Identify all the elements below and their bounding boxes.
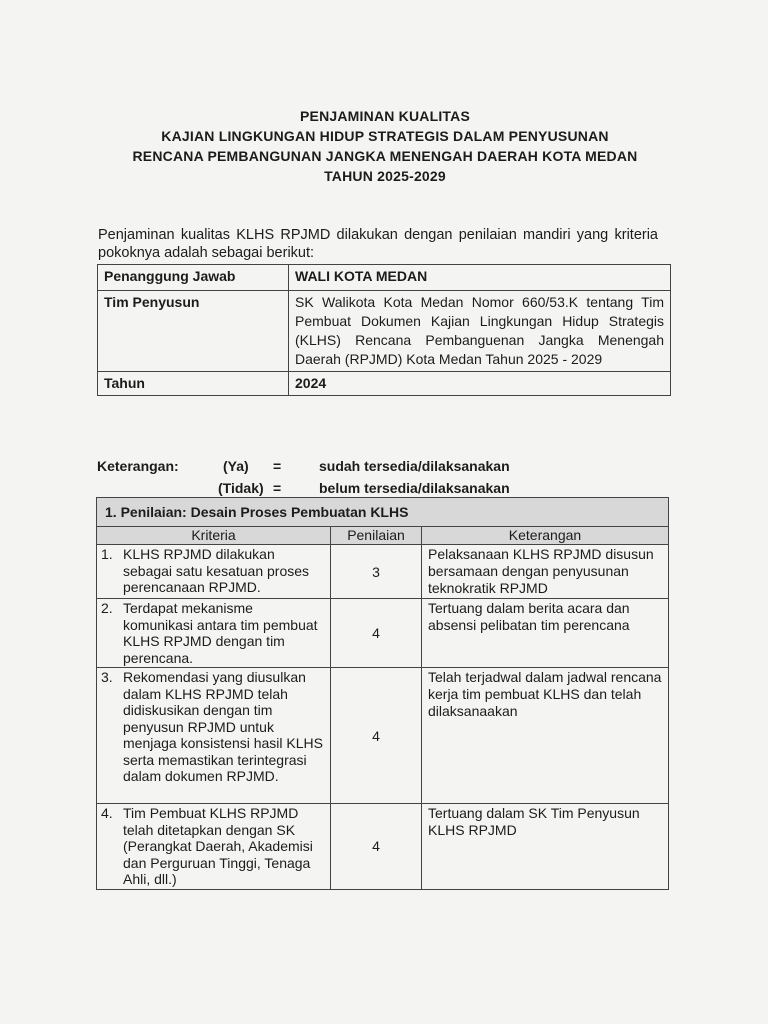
legend — [97, 455, 577, 499]
legend-row — [97, 477, 577, 499]
assessment-table — [96, 497, 669, 890]
title-line-4: TAHUN 2025-2029 — [324, 168, 446, 184]
document-title — [100, 106, 670, 186]
criteria-number: 4. — [101, 805, 113, 821]
row-key: Tim Penyusun — [98, 291, 289, 372]
column-header: Kriteria — [97, 527, 331, 545]
table-row — [97, 599, 669, 668]
note-cell: Tertuang dalam SK Tim Penyusun KLHS RPJMD — [422, 804, 669, 890]
criteria-cell — [97, 668, 331, 804]
note-cell: Pelaksanaan KLHS RPJMD disusun bersamaan dengan penyusunan teknokratik RPJMD — [422, 545, 669, 599]
row-value: WALI KOTA MEDAN — [289, 265, 671, 291]
note-cell: Tertuang dalam berita acara dan absensi pelibatan tim perencana — [422, 599, 669, 668]
criteria-text: Terdapat mekanisme komunikasi antara tim pembuat KLHS RPJMD dengan tim perencana. — [123, 600, 318, 666]
row-key: Penanggung Jawab — [98, 265, 289, 291]
note-cell: Telah terjadwal dalam jadwal rencana kerja tim pembuat KLHS dan telah dilaksanaakan — [422, 668, 669, 804]
legend-code: (Ya) — [223, 458, 249, 474]
section-header-row — [97, 498, 669, 527]
score-cell: 3 — [331, 545, 422, 599]
legend-equals: = — [273, 458, 282, 474]
title-line-1: PENJAMINAN KUALITAS — [300, 108, 470, 124]
title-line-3: RENCANA PEMBANGUNAN JANGKA MENENGAH DAERAH KOTA MEDAN — [132, 148, 638, 164]
criteria-cell — [97, 599, 331, 668]
table-row — [98, 265, 671, 291]
row-key: Tahun — [98, 372, 289, 396]
legend-description: belum tersedia/dilaksanakan — [319, 480, 510, 496]
criteria-number: 2. — [101, 600, 113, 616]
legend-code: (Tidak) — [218, 480, 264, 496]
table-row — [97, 804, 669, 890]
table-row — [98, 291, 671, 372]
column-header: Keterangan — [422, 527, 669, 545]
criteria-cell — [97, 804, 331, 890]
row-value: 2024 — [289, 372, 671, 396]
table-row — [97, 668, 669, 804]
row-value: SK Walikota Kota Medan Nomor 660/53.K tentang Tim Pembuat Dokumen Kajian Lingkungan Hidup Strategis (KLHS) Rencana Pembanguenan Jangka Menengah Daerah (RPJMD) Kota Medan Tahun 2025 - 2029 — [289, 291, 671, 372]
legend-equals: = — [273, 480, 282, 496]
legend-row — [97, 455, 577, 477]
column-header-row — [97, 527, 669, 545]
score-cell: 4 — [331, 668, 422, 804]
score-cell: 4 — [331, 599, 422, 668]
responsibility-table — [97, 264, 671, 396]
column-header: Penilaian — [331, 527, 422, 545]
title-line-2: KAJIAN LINGKUNGAN HIDUP STRATEGIS DALAM PENYUSUNAN — [161, 128, 609, 144]
score-cell: 4 — [331, 804, 422, 890]
table-row — [98, 372, 671, 396]
criteria-number: 3. — [101, 669, 113, 685]
table-row — [97, 545, 669, 599]
legend-label: Keterangan: — [97, 458, 179, 474]
legend-description: sudah tersedia/dilaksanakan — [319, 458, 510, 474]
criteria-cell — [97, 545, 331, 599]
criteria-text: KLHS RPJMD dilakukan sebagai satu kesatuan proses perencanaan RPJMD. — [123, 546, 310, 595]
criteria-number: 1. — [101, 546, 113, 562]
intro-paragraph: Penjaminan kualitas KLHS RPJMD dilakukan dengan penilaian mandiri yang kriteria pokoknya adalah sebagai berikut: — [98, 227, 658, 261]
criteria-text: Tim Pembuat KLHS RPJMD telah ditetapkan dengan SK (Perangkat Daerah, Akademisi dan Perguruan Tinggi, Tenaga Ahli, dll.) — [123, 805, 313, 887]
section-title: 1. Penilaian: Desain Proses Pembuatan KLHS — [97, 498, 669, 527]
criteria-text: Rekomendasi yang diusulkan dalam KLHS RPJMD telah didiskusikan dengan tim penyusun RPJMD untuk menjaga konsistensi hasil KLHS serta memastikan terintegrasi dalam dokumen RPJMD. — [123, 669, 323, 784]
